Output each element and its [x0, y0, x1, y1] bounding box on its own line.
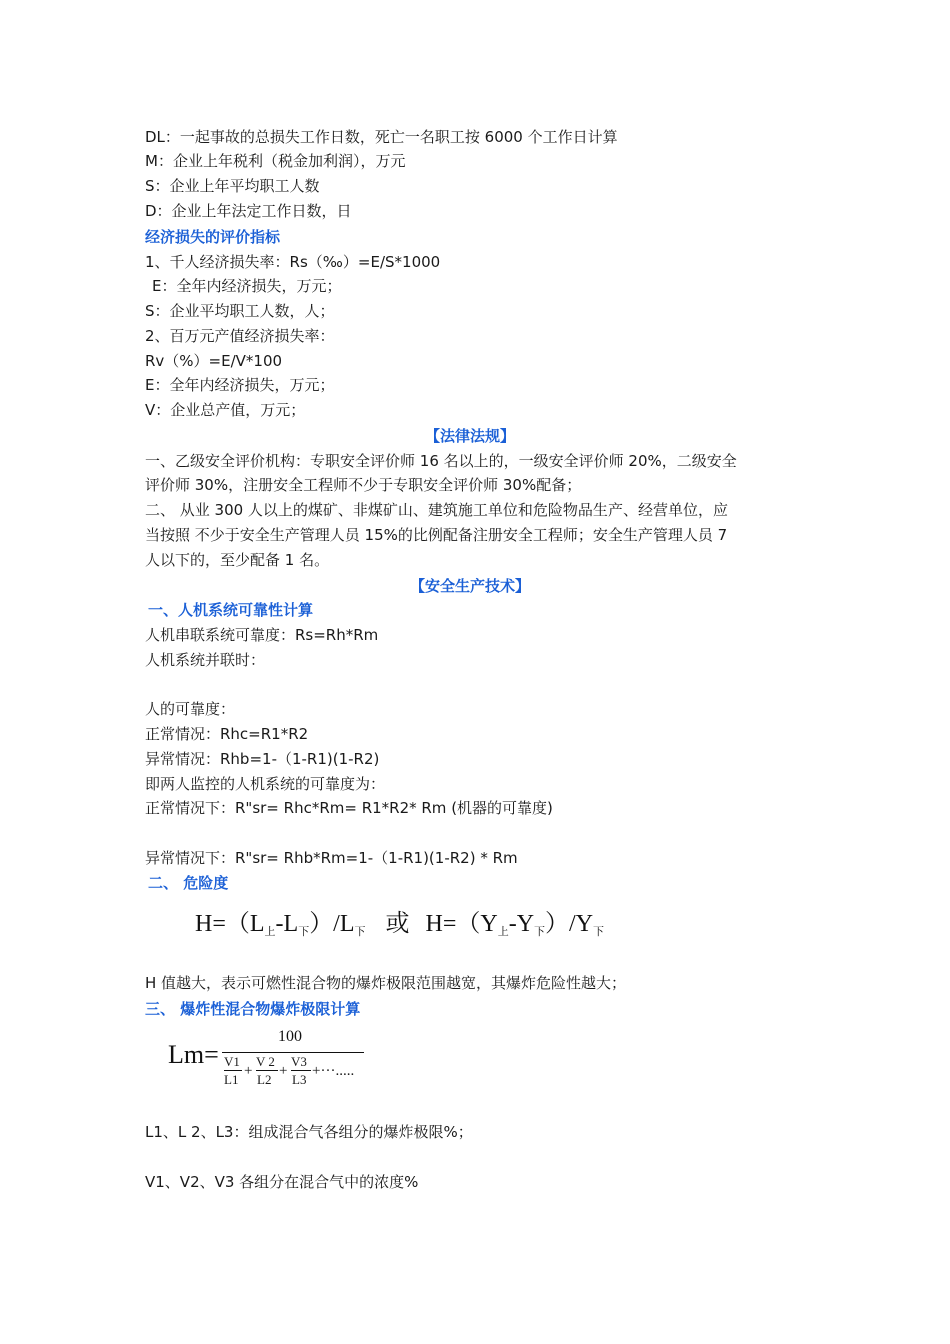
formula-lhs: Lm=: [168, 1040, 219, 1069]
section-heading: 三、 爆炸性混合物爆炸极限计算: [145, 1000, 361, 1018]
formula-or: 或: [385, 911, 410, 937]
text-line: E：全年内经济损失，万元；: [152, 277, 342, 295]
formula-part: -Y: [508, 911, 535, 937]
text-line: 人机系统并联时：: [145, 651, 266, 669]
formula-subscript: 下: [298, 926, 310, 938]
text-line: DL：一起事故的总损失工作日数，死亡一名职工按 6000 个工作日计算: [145, 128, 618, 146]
fraction-bar: [291, 1070, 311, 1071]
formula-part: H=（L: [195, 911, 265, 937]
text-line: 2、百万元产值经济损失率：: [145, 327, 335, 345]
text-line: S：企业平均职工人数，人；: [145, 302, 335, 320]
formula-subscript: 下: [534, 926, 546, 938]
section-title-law: 【法律法规】: [424, 427, 515, 445]
text-line: 一、乙级安全评价机构：专职安全评价师 16 名以上的，一级安全评价师 20%，二级安全: [145, 452, 737, 470]
formula-part: -L: [275, 911, 299, 937]
formula-tail: +···.....: [312, 1063, 355, 1079]
section-heading: 经济损失的评价指标: [145, 228, 281, 246]
section-heading: 二、 危险度: [148, 874, 229, 892]
formula-v1: V1: [224, 1054, 240, 1069]
explosion-limit-formula: [168, 1028, 388, 1096]
formula-l1: L1: [224, 1072, 239, 1087]
text-line: 正常情况下：R"sr= Rhc*Rm= R1*R2* Rm (机器的可靠度): [145, 799, 553, 817]
formula-numerator: 100: [278, 1028, 302, 1045]
text-line: 异常情况：Rhb=1-（1-R1)(1-R2): [145, 750, 380, 768]
section-title-safety-tech: 【安全生产技术】: [409, 577, 530, 595]
text-line: D：企业上年法定工作日数，日: [145, 202, 352, 220]
text-line: M：企业上年税利（税金加利润），万元: [145, 152, 406, 170]
formula-v2: V 2: [256, 1054, 275, 1069]
text-line: E：全年内经济损失，万元；: [145, 376, 335, 394]
text-line: V1、V2、V3 各组分在混合气中的浓度%: [145, 1173, 419, 1191]
formula-subscript: 上: [497, 926, 509, 938]
text-line: 人机串联系统可靠度：Rs=Rh*Rm: [145, 626, 379, 644]
formula-subscript: 下: [354, 926, 366, 938]
formula-plus: +: [244, 1063, 253, 1079]
text-line: 当按照 不少于安全生产管理人员 15%的比例配备注册安全工程师；安全生产管理人员 7: [145, 526, 728, 544]
text-line: 异常情况下：R"sr= Rhb*Rm=1-（1-R1)(1-R2) * Rm: [145, 849, 518, 867]
text-line: S：企业上年平均职工人数: [145, 177, 320, 195]
text-line: L1、L 2、L3：组成混合气各组分的爆炸极限%；: [145, 1123, 473, 1141]
text-line: 正常情况：Rhc=R1*R2: [145, 725, 309, 743]
formula-v3: V3: [291, 1054, 307, 1069]
text-line: V：企业总产值，万元；: [145, 401, 306, 419]
formula-subscript: 上: [264, 926, 276, 938]
text-line: 评价师 30%，注册安全工程师不少于专职安全评价师 30%配备；: [145, 476, 582, 494]
formula-l3: L3: [292, 1072, 307, 1087]
text-line: Rv（%）=E/V*100: [145, 352, 283, 370]
formula-plus: +: [279, 1063, 288, 1079]
fraction-bar: [224, 1070, 242, 1071]
text-line: 二、 从业 300 人以上的煤矿、非煤矿山、建筑施工单位和危险物品生产、经营单位，应: [145, 501, 728, 519]
formula-part: ）/L: [309, 911, 355, 937]
fraction-bar: [222, 1052, 364, 1053]
formula-part: H=（Y: [425, 911, 498, 937]
formula-l2: L2: [257, 1072, 272, 1087]
text-line: H 值越大，表示可燃性混合物的爆炸极限范围越宽，其爆炸危险性越大；: [145, 974, 627, 992]
formula-subscript: 下: [593, 926, 605, 938]
hazard-degree-formula: [195, 906, 604, 950]
section-heading: 一、人机系统可靠性计算: [148, 601, 314, 619]
formula-part: ）/Y: [545, 911, 594, 937]
fraction-bar: [256, 1070, 278, 1071]
text-line: 1、千人经济损失率：Rs（‰）=E/S*1000: [145, 253, 441, 271]
text-line: 人以下的，至少配备 1 名。: [145, 551, 330, 569]
text-line: 即两人监控的人机系统的可靠度为：: [145, 775, 386, 793]
text-line: 人的可靠度：: [145, 700, 236, 718]
